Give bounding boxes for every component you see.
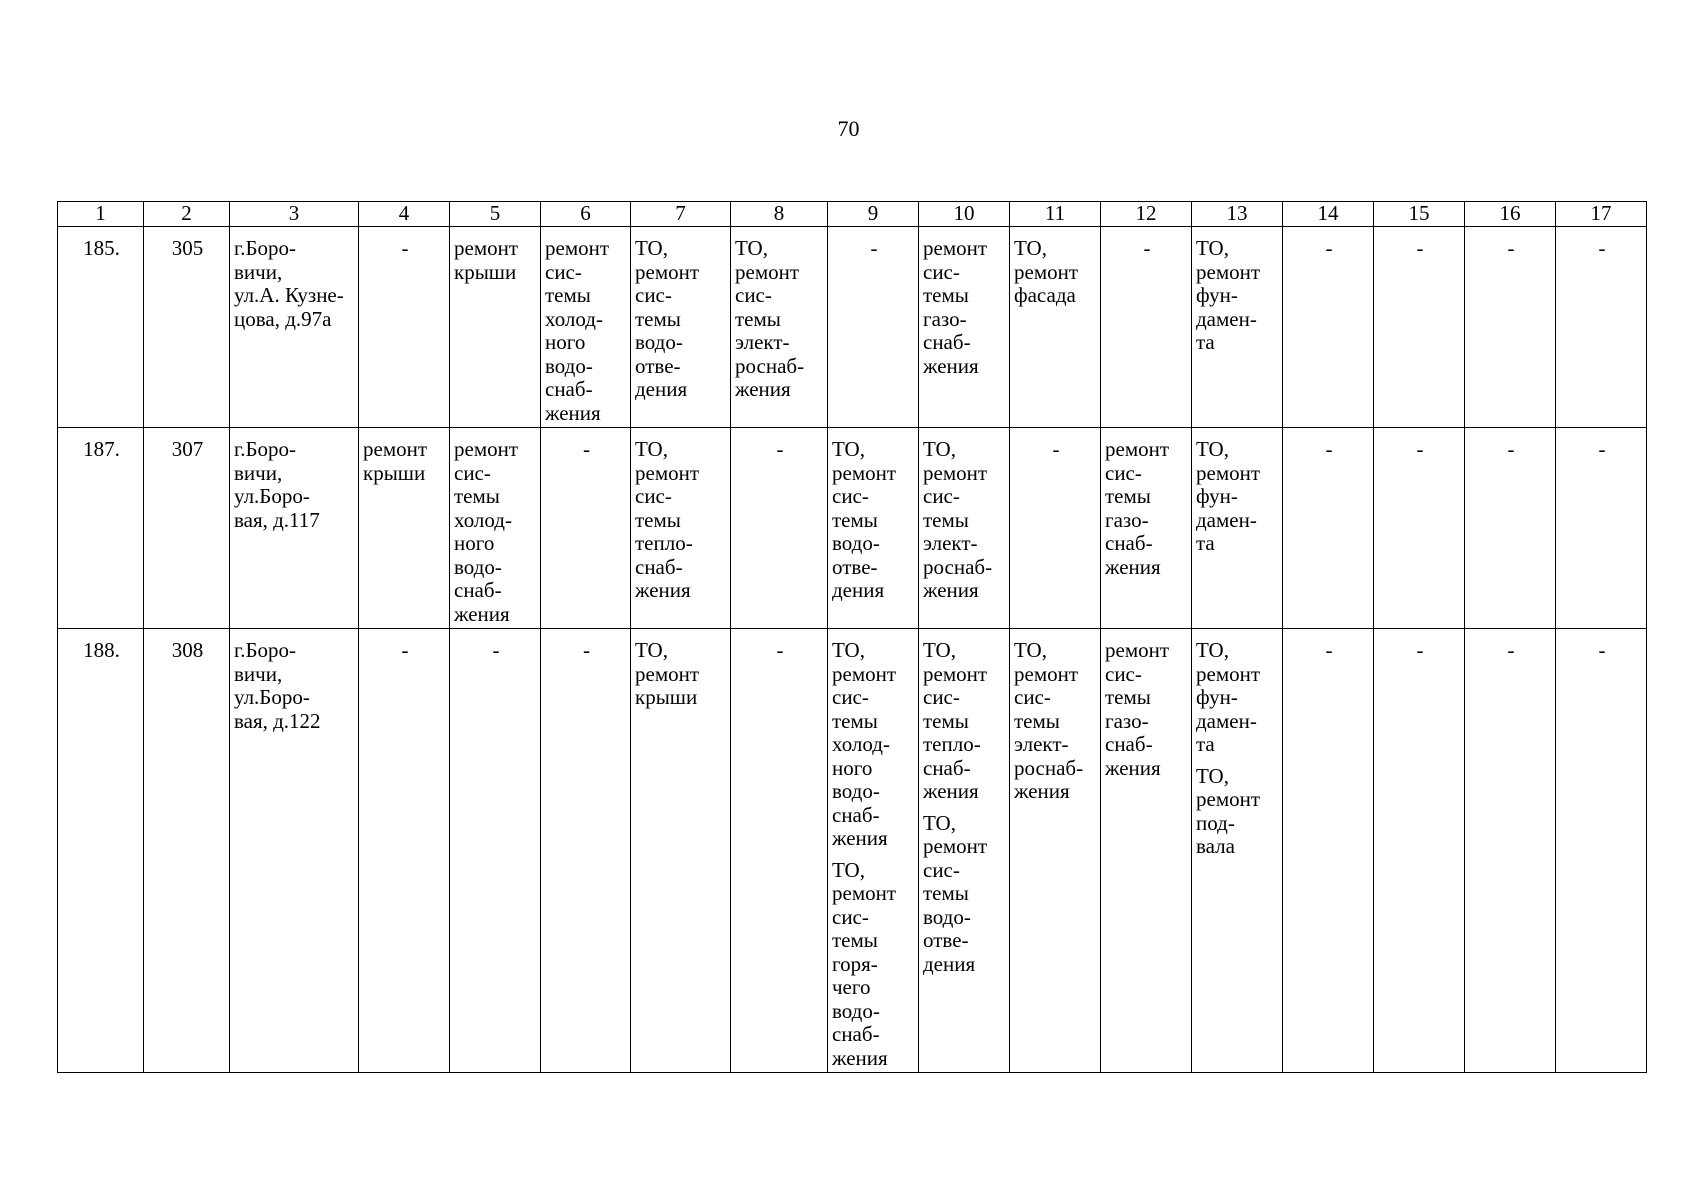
column-header: 8 [731, 202, 828, 227]
table-cell: - [1283, 428, 1374, 629]
table-cell: - [1556, 428, 1647, 629]
column-header: 14 [1283, 202, 1374, 227]
column-header: 7 [631, 202, 731, 227]
column-header: 9 [828, 202, 919, 227]
column-header: 10 [919, 202, 1010, 227]
table-cell: ТО, ремонт сис- темы элект- роснаб- жения [919, 428, 1010, 629]
table-cell: ремонт сис- темы холод- ного водо- снаб- жения [541, 227, 631, 428]
address-cell: г.Боро- вичи, ул.А. Кузне- цова, д.97а [230, 227, 359, 428]
repair-schedule-table [57, 201, 1647, 1073]
table-cell: ТО, ремонт сис- темы водо- отве- дения [631, 227, 731, 428]
column-header: 13 [1192, 202, 1283, 227]
column-header: 16 [1465, 202, 1556, 227]
row-number: 188. [58, 629, 144, 1073]
table-cell: ТО, ремонт сис- темы тепло- снаб- жения [631, 428, 731, 629]
table-cell: - [1374, 428, 1465, 629]
table-cell: - [359, 227, 450, 428]
column-header: 2 [144, 202, 230, 227]
row-number: 187. [58, 428, 144, 629]
address-cell: г.Боро- вичи, ул.Боро- вая, д.117 [230, 428, 359, 629]
table-cell: - [1283, 629, 1374, 1073]
table-cell: - [828, 227, 919, 428]
table-cell: ТО, ремонт фасада [1010, 227, 1101, 428]
table-cell: ТО, ремонт сис- темы водо- отве- дения [828, 428, 919, 629]
table-cell: - [541, 428, 631, 629]
table-cell: - [1101, 227, 1192, 428]
table-cell [828, 629, 919, 1073]
table-cell: - [1374, 629, 1465, 1073]
table-cell: ТО, ремонт фун- дамен- та [1192, 428, 1283, 629]
cell-entry: ТО, ремонт сис- темы горя- чего водо- снаб- жения [832, 857, 897, 1070]
table-row [58, 428, 1647, 629]
table-cell: - [1465, 428, 1556, 629]
table-cell: ремонт сис- темы газо- снаб- жения [919, 227, 1010, 428]
cell-entry: ТО, ремонт фун- дамен- та [1196, 638, 1261, 756]
cell-entry: ТО, ремонт сис- темы водо- отве- дения [923, 810, 988, 976]
table-cell: ТО, ремонт сис- темы элект- роснаб- жения [1010, 629, 1101, 1073]
table-cell: ремонт крыши [359, 428, 450, 629]
table-cell: ремонт сис- темы холод- ного водо- снаб- жения [450, 428, 541, 629]
table-cell: - [1374, 227, 1465, 428]
table-cell: ремонт сис- темы газо- снаб- жения [1101, 629, 1192, 1073]
building-id: 305 [144, 227, 230, 428]
cell-entry: ТО, ремонт под- вала [1196, 763, 1261, 858]
column-header: 12 [1101, 202, 1192, 227]
column-header: 5 [450, 202, 541, 227]
table-cell: ТО, ремонт сис- темы элект- роснаб- жения [731, 227, 828, 428]
table-cell [1192, 629, 1283, 1073]
address-cell: г.Боро- вичи, ул.Боро- вая, д.122 [230, 629, 359, 1073]
table-cell: - [1283, 227, 1374, 428]
table-cell: ТО, ремонт крыши [631, 629, 731, 1073]
row-number: 185. [58, 227, 144, 428]
column-header: 17 [1556, 202, 1647, 227]
table-cell: - [1465, 227, 1556, 428]
table-cell [919, 629, 1010, 1073]
column-header: 3 [230, 202, 359, 227]
table-row [58, 629, 1647, 1073]
table-cell: - [359, 629, 450, 1073]
cell-entry: ТО, ремонт сис- темы тепло- снаб- жения [923, 638, 988, 803]
column-header: 6 [541, 202, 631, 227]
table-cell: - [731, 428, 828, 629]
building-id: 308 [144, 629, 230, 1073]
table-cell: - [1010, 428, 1101, 629]
table-cell: - [541, 629, 631, 1073]
column-header: 15 [1374, 202, 1465, 227]
table-cell: - [450, 629, 541, 1073]
cell-entry: ТО, ремонт сис- темы холод- ного водо- снаб- жения [832, 638, 897, 850]
table-cell: ремонт сис- темы газо- снаб- жения [1101, 428, 1192, 629]
table-cell: - [1556, 629, 1647, 1073]
table-cell: ТО, ремонт фун- дамен- та [1192, 227, 1283, 428]
building-id: 307 [144, 428, 230, 629]
page-number: 70 [837, 116, 860, 141]
column-header: 1 [58, 202, 144, 227]
table-cell: - [731, 629, 828, 1073]
table-header-row [58, 202, 1647, 227]
table-cell: - [1556, 227, 1647, 428]
table-cell: ремонт крыши [450, 227, 541, 428]
table-row [58, 227, 1647, 428]
column-header: 11 [1010, 202, 1101, 227]
column-header: 4 [359, 202, 450, 227]
table-cell: - [1465, 629, 1556, 1073]
